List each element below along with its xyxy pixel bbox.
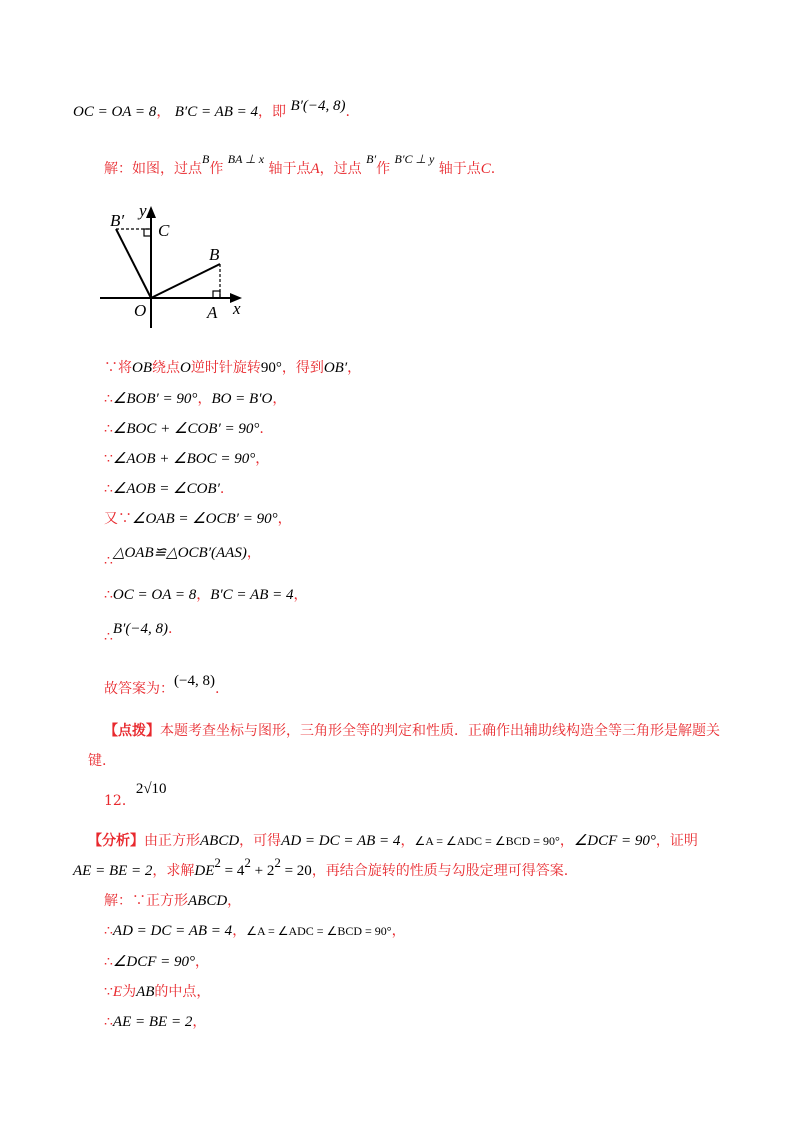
math: ∠DCF = 90° bbox=[112, 954, 195, 970]
text: ∴ bbox=[104, 421, 113, 437]
text: ， bbox=[197, 391, 212, 407]
sol-1 bbox=[104, 892, 241, 910]
text: ，再结合旋转的性质与勾股定理可得答案. bbox=[311, 863, 569, 879]
label-o: O bbox=[134, 301, 147, 320]
math-oc-oa: OC = OA = 8 bbox=[73, 104, 157, 120]
text: 键. bbox=[88, 753, 107, 769]
text: 轴于点 bbox=[438, 161, 481, 177]
label-c: C bbox=[158, 221, 170, 240]
math: O bbox=[180, 360, 191, 376]
analysis-line-1 bbox=[88, 832, 698, 850]
text: 本题考查坐标与图形，三角形全等的判定和性质．正确作出辅助线构造全等三角形是解题关 bbox=[160, 723, 720, 739]
text: ， bbox=[192, 1014, 207, 1030]
text: 轴于点 bbox=[268, 161, 311, 177]
question-number: 12． bbox=[104, 793, 136, 809]
text: ∴ bbox=[104, 553, 113, 569]
math: DE bbox=[194, 863, 215, 879]
text: 的中点， bbox=[154, 984, 211, 1000]
text: ， bbox=[277, 511, 292, 527]
math: AE = BE = 2 bbox=[112, 1014, 193, 1030]
math: C bbox=[480, 161, 491, 177]
math: ∠AOB + ∠BOC = 90° bbox=[112, 451, 256, 467]
text: ， bbox=[196, 587, 211, 603]
label-a: A bbox=[207, 303, 218, 322]
math: ∠A = ∠ADC = ∠BCD = 90° bbox=[414, 834, 560, 848]
math: B′C = AB = 4 bbox=[210, 587, 294, 603]
text: ，得到 bbox=[281, 360, 324, 376]
coordinate-figure bbox=[96, 198, 256, 328]
text: ，可得 bbox=[239, 833, 282, 849]
tip-line-2 bbox=[88, 752, 106, 770]
step-2 bbox=[104, 390, 286, 408]
text: ， bbox=[293, 587, 308, 603]
text: ∵ bbox=[104, 984, 113, 1000]
math-bc-ab: B′C = AB = 4 bbox=[174, 104, 259, 120]
text: ， bbox=[559, 833, 574, 849]
superscript: 2 bbox=[274, 855, 281, 870]
math: OB′ bbox=[323, 360, 348, 376]
math: AD = DC = AB = 4 bbox=[112, 923, 233, 939]
math: OC = OA = 8 bbox=[112, 587, 197, 603]
superscript: 2 bbox=[214, 855, 221, 870]
text: ∴ bbox=[104, 587, 113, 603]
text: ， bbox=[400, 833, 415, 849]
segment-ob bbox=[151, 264, 220, 298]
math: = 4 bbox=[220, 863, 245, 879]
text: . bbox=[259, 421, 264, 437]
text: ∴ bbox=[104, 629, 113, 645]
tip-label: 【点拨】 bbox=[104, 723, 160, 739]
text: . bbox=[490, 161, 496, 177]
math: ∠OAB = ∠OCB′ = 90° bbox=[132, 511, 278, 527]
math: ∠A = ∠ADC = ∠BCD = 90° bbox=[246, 924, 392, 938]
text: ∴ bbox=[104, 923, 113, 939]
analysis-label: 【分析】 bbox=[88, 833, 144, 849]
math-answer: 2√10 bbox=[135, 781, 167, 797]
text: 解：如图，过点 bbox=[104, 161, 202, 177]
text: . bbox=[219, 481, 225, 497]
math: B′ bbox=[366, 152, 377, 166]
text: ， bbox=[255, 451, 270, 467]
step-1 bbox=[104, 359, 361, 377]
tip-line-1 bbox=[104, 722, 720, 740]
text: ， bbox=[272, 391, 287, 407]
text: ， bbox=[347, 360, 362, 376]
text: ∵将 bbox=[104, 360, 132, 376]
text: ∴ bbox=[104, 1014, 113, 1030]
math: ABCD bbox=[200, 833, 240, 849]
math-coord: B′(−4, 8) bbox=[290, 98, 346, 114]
sol-4 bbox=[104, 983, 210, 1001]
math: (−4, 8) bbox=[174, 673, 215, 689]
label-y: y bbox=[139, 201, 147, 220]
text: ，即 bbox=[258, 104, 287, 120]
math: ∠BOC + ∠COB′ = 90° bbox=[112, 421, 260, 437]
right-angle-a bbox=[213, 291, 220, 298]
right-angle-c bbox=[144, 229, 151, 236]
text: ， bbox=[391, 923, 406, 939]
text: ， bbox=[195, 954, 209, 970]
text: ，过点 bbox=[319, 161, 362, 177]
text: 为 bbox=[122, 984, 137, 1000]
text: . bbox=[167, 621, 173, 637]
math: ∠DCF = 90° bbox=[573, 833, 656, 849]
text: 作 bbox=[209, 161, 224, 177]
text: ， bbox=[232, 923, 247, 939]
math: AB bbox=[136, 984, 155, 1000]
step-9 bbox=[104, 620, 173, 645]
punct: . bbox=[345, 104, 350, 120]
text: . bbox=[214, 681, 220, 697]
result-line bbox=[73, 98, 350, 121]
step-7 bbox=[104, 544, 261, 569]
math: B bbox=[202, 152, 210, 166]
label-x: x bbox=[233, 299, 241, 318]
sol-2 bbox=[104, 922, 406, 940]
text: ，证明 bbox=[655, 833, 698, 849]
math: △OAB≌△OCB′(AAS) bbox=[112, 545, 247, 561]
label-bprime: B′ bbox=[110, 211, 125, 230]
math: A bbox=[310, 161, 320, 177]
math: E bbox=[112, 984, 123, 1000]
math: B′C ⊥ y bbox=[394, 152, 435, 166]
text: ∴ bbox=[104, 481, 113, 497]
math: ∠BOB′ = 90° bbox=[112, 391, 198, 407]
math: ABCD bbox=[188, 893, 228, 909]
math: ∠AOB = ∠COB′ bbox=[112, 481, 220, 497]
math: AD = DC = AB = 4 bbox=[281, 833, 401, 849]
text: 作 bbox=[376, 161, 391, 177]
text: 绕点 bbox=[152, 360, 180, 376]
sol-5 bbox=[104, 1013, 206, 1031]
step-6 bbox=[104, 510, 292, 528]
y-arrow-icon bbox=[146, 206, 156, 218]
math: OB bbox=[132, 360, 152, 376]
text: ， bbox=[246, 545, 261, 561]
label-b: B bbox=[209, 245, 220, 264]
superscript: 2 bbox=[244, 855, 251, 870]
math: + 2 bbox=[250, 863, 275, 879]
step-8 bbox=[104, 586, 307, 604]
text: ∴ bbox=[104, 391, 113, 407]
question-12 bbox=[104, 781, 167, 809]
text: 由正方形 bbox=[144, 833, 200, 849]
math: = 20 bbox=[280, 863, 312, 879]
math: BO = B′O bbox=[211, 391, 273, 407]
text: ∴ bbox=[104, 954, 113, 970]
math: AE = BE = 2 bbox=[73, 863, 153, 879]
math: BA ⊥ x bbox=[227, 152, 265, 166]
text: ∵ bbox=[104, 451, 113, 467]
solution-intro bbox=[104, 152, 496, 178]
sol-3 bbox=[104, 953, 209, 971]
math: B′(−4, 8) bbox=[112, 621, 168, 637]
text: 解：∵正方形 bbox=[104, 893, 188, 909]
step-4 bbox=[104, 450, 269, 468]
answer-line bbox=[104, 672, 220, 697]
segment-ob-prime bbox=[116, 229, 151, 298]
step-5 bbox=[104, 480, 224, 498]
text: 又∵ bbox=[104, 511, 132, 527]
math: 90° bbox=[260, 360, 282, 376]
text: ，求解 bbox=[152, 863, 195, 879]
text: 故答案为： bbox=[104, 681, 174, 697]
text: 逆时针旋转 bbox=[190, 360, 261, 376]
punct: ， bbox=[156, 104, 171, 120]
analysis-line-2 bbox=[73, 855, 569, 880]
step-3 bbox=[104, 420, 264, 438]
text: ， bbox=[227, 893, 242, 909]
